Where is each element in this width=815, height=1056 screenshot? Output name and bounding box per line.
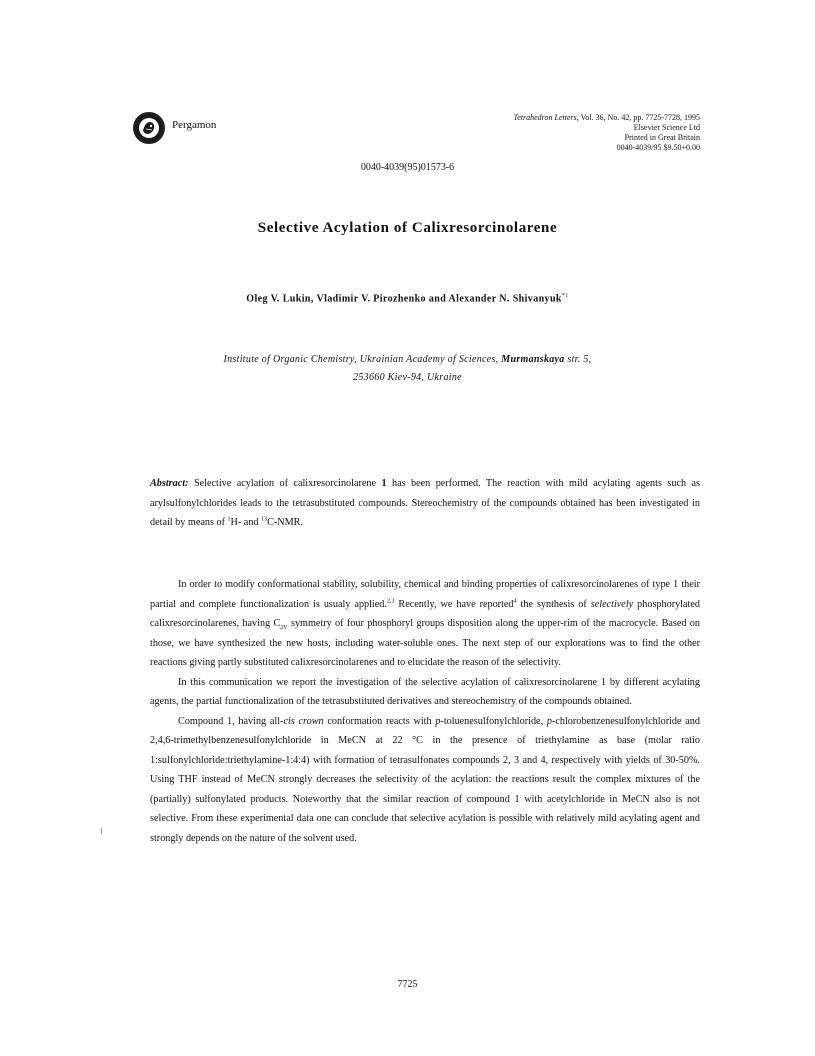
abstract-label: Abstract: [150,478,189,489]
abstract: Abstract: Selective acylation of calixresorcinolarene 1 has been performed. The reaction with mild acylating agents such as arylsulfonylchlorides leads to the tetrasubstituted compounds. Stereochemistry of the compounds obtained has been investigated in detail by means of $^1$H- and $^{13}$C-NMR. [150,478,700,528]
affiliation [0,351,815,387]
paragraph-1: In order to modify conformational stability, solubility, chemical and binding properties of calixresorcinolarenes of type 1 their partial and complete functionalization is usualy applied.$^{2,3}$ Recently, we have reported$^4$ the synthesis of selectively phosphorylated calixresorcinolarenes, having $C_{2V}$ symmetry of four phosphoryl groups disposition along the upper-rim of the macrocycle. Based on those, we have synthesized the new hosts, including water-soluble ones. The next step of our explorations was to find the other reactions giving partly substituted calixresorcinolarenes and to elucidate the reason of the selectivity. [150,579,700,668]
journal-citation: Tetrahedron Letters, Vol. 36, No. 42, pp. 7725-7728, 1995 [513,113,700,122]
journal-printed-line: Printed in Great Britain [624,133,700,142]
paper-title: Selective Acylation of Calixresorcinolarene [257,220,558,236]
doi-code: 0040-4039(95)01573-6 [360,162,455,173]
journal-price-line: 0040-4039/95 $9.50+0.00 [616,143,700,152]
page-number: 7725 [397,979,418,990]
affiliation-line-1: Institute of Organic Chemistry, Ukrainian Academy of Sciences, Murmanskaya str. 5, [223,354,592,365]
journal-publisher-line: Elsevier Science Ltd [633,123,700,132]
journal-info [440,113,700,153]
author-list: Oleg V. Lukin, Vladimir V. Pirozhenko and Alexander N. Shivanyuk$^{*1}$ [246,293,569,305]
paragraph-2: In this communication we report the investigation of the selective acylation of calixresorcinolarene 1 by different acylating agents, the partial functionalization of the tetrasubstituted derivatives and stereochemistry of the compounds obtained. [150,676,700,707]
pergamon-logo-icon [133,112,165,144]
affiliation-line-2: 253660 Kiev-94, Ukraine [353,372,462,383]
margin-mark [101,828,102,834]
publisher-name: Pergamon [172,119,217,131]
author-footnote-mark: *1 [561,293,569,299]
body-text [150,575,700,848]
paragraph-3: Compound 1, having all-cis crown conformation reacts with p-toluenesulfonylchloride, p-chlorobenzenesulfonylchloride and 2,4,6-trimethylbenzenesulfonylchloride in MeCN at 22 °C in the presence of triethylamine as base (molar ratio 1:sulfonylchloride:triethylamine-1:4:4) with formation of tetrasulfonates compounds 2, 3 and 4, respectively with yields of 30-50%. Using THF instead of MeCN strongly decreases the selectivity of the acylation: the reactions result the complex mixtures of the (partially) sulfonylated products. Noteworthy that the similar reaction of compound 1 with acetylchloride in MeCN also is not selective. From these experimental data one can conclude that selective acylation is possible with relatively mild acylating agent and strongly depends on the nature of the solvent used. [150,715,700,844]
